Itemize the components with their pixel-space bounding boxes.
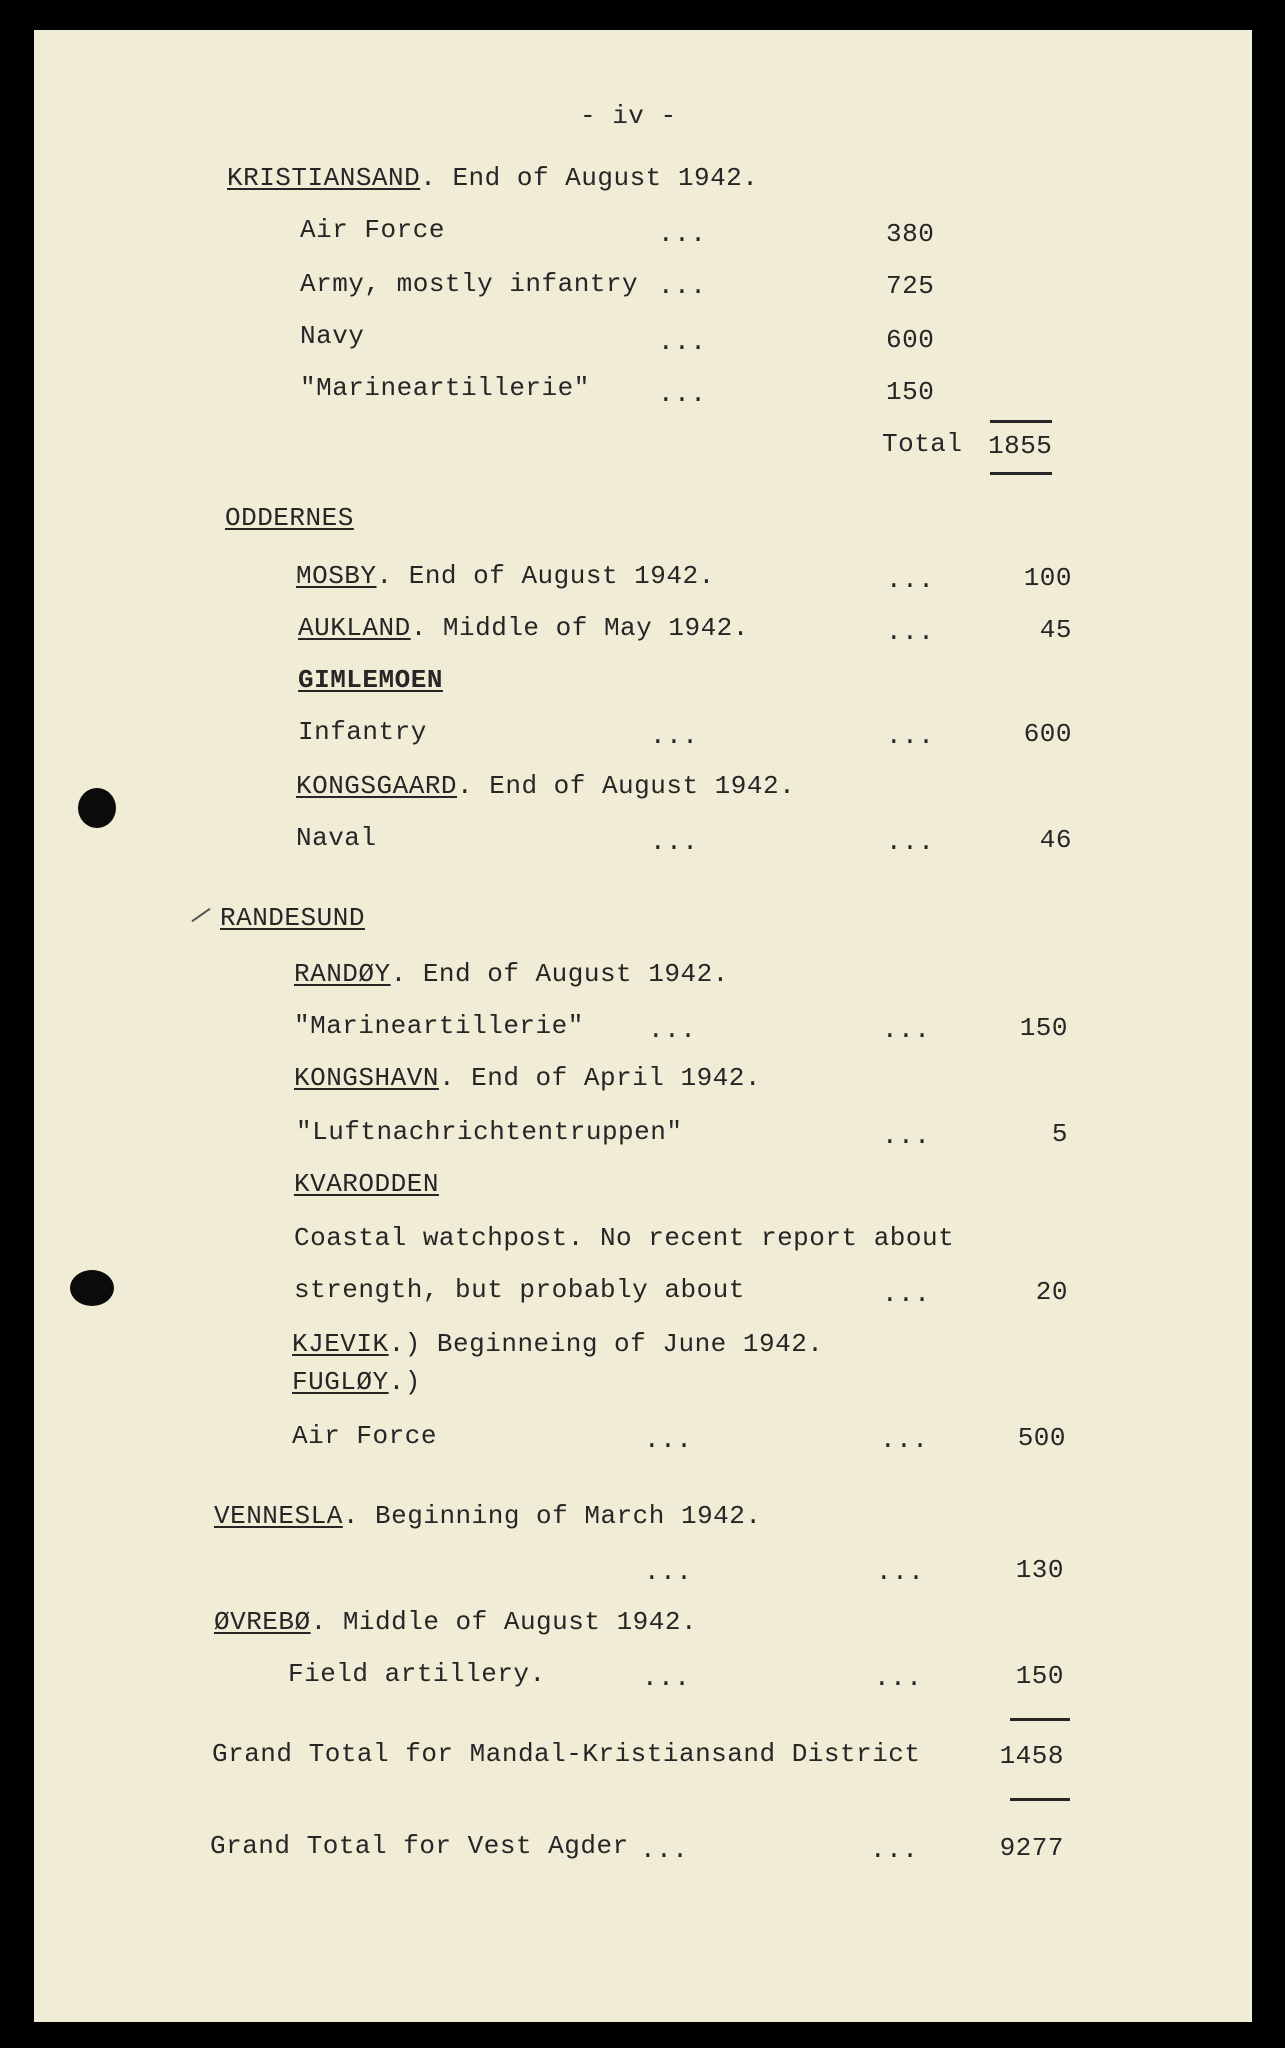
gimlemoen-value: 600 — [1023, 719, 1072, 749]
kristiansand-row-dots: ... — [658, 219, 707, 249]
kongshavn-heading — [294, 1062, 761, 1094]
kvarodden-value: 20 — [1035, 1277, 1068, 1307]
randoy-date: . End of August 1942. — [390, 959, 729, 989]
kjevik-dots: ... — [644, 1425, 693, 1455]
aukland-date: . Middle of May 1942. — [410, 613, 749, 643]
document-page — [34, 30, 1252, 2022]
mosby-place: MOSBY — [296, 561, 377, 591]
randoy-heading — [294, 958, 729, 990]
oddernes-heading: ODDERNES — [225, 503, 354, 533]
gimlemoen-label: Infantry — [298, 717, 427, 747]
kjevik-date: .) Beginneing of June 1942. — [388, 1329, 824, 1359]
grand-total-vest-agder-label: Grand Total for Vest Agder — [210, 1831, 629, 1861]
vennesla-dots: ... — [876, 1557, 925, 1587]
grand-total-rule-bottom — [1010, 1798, 1070, 1801]
gimlemoen-place: GIMLEMOEN — [298, 665, 443, 695]
randoy-value: 150 — [1019, 1013, 1068, 1043]
ovrebo-dots: ... — [642, 1663, 691, 1693]
kongshavn-value: 5 — [1051, 1119, 1068, 1149]
kristiansand-row-dots: ... — [658, 327, 707, 357]
kristiansand-place: KRISTIANSAND — [227, 163, 421, 193]
aukland-heading — [298, 612, 749, 644]
kristiansand-row-label: Air Force — [300, 215, 445, 245]
kongshavn-place: KONGSHAVN — [294, 1063, 439, 1093]
vennesla-date: . Beginning of March 1942. — [342, 1501, 762, 1531]
kristiansand-row-value: 380 — [886, 219, 935, 249]
grand-total-vest-agder-dots: ... — [870, 1835, 919, 1865]
kvarodden-line1: Coastal watchpost. No recent report about — [294, 1223, 955, 1253]
kristiansand-total-value: 1855 — [988, 431, 1053, 461]
ovrebo-date: . Middle of August 1942. — [310, 1607, 698, 1637]
kristiansand-date: . End of August 1942. — [420, 163, 759, 193]
grand-total-district-value: 1458 — [999, 1741, 1064, 1771]
randoy-place: RANDØY — [294, 959, 391, 989]
kristiansand-row-dots: ... — [658, 271, 707, 301]
grand-total-vest-agder-value: 9277 — [999, 1833, 1064, 1863]
kongshavn-dots: ... — [882, 1121, 931, 1151]
ovrebo-heading — [214, 1606, 697, 1638]
grand-total-district-label: Grand Total for Mandal-Kristiansand District — [212, 1739, 921, 1769]
kongsgaard-date: . End of August 1942. — [457, 771, 796, 801]
page-number: - iv - — [580, 101, 677, 131]
kristiansand-row-dots: ... — [658, 379, 707, 409]
ovrebo-dots: ... — [874, 1663, 923, 1693]
vennesla-value: 130 — [1015, 1555, 1064, 1585]
kristiansand-row-value: 150 — [886, 377, 935, 407]
total-rule-top — [990, 420, 1052, 423]
kjevik-dots: ... — [880, 1425, 929, 1455]
kristiansand-total-label: Total — [882, 429, 963, 459]
kristiansand-row-label: Navy — [300, 321, 365, 351]
ovrebo-place: ØVREBØ — [214, 1607, 311, 1637]
randoy-label: "Marineartillerie" — [294, 1011, 584, 1041]
randoy-dots: ... — [882, 1015, 931, 1045]
kvarodden-dots: ... — [882, 1279, 931, 1309]
mosby-heading — [296, 560, 715, 592]
grand-total-vest-agder-dots: ... — [640, 1835, 689, 1865]
fugloy-place: FUGLØY — [292, 1367, 389, 1397]
kjevik-place: KJEVIK — [292, 1329, 389, 1359]
punch-hole — [78, 788, 116, 828]
vennesla-place: VENNESLA — [214, 1501, 343, 1531]
mosby-value: 100 — [1023, 563, 1072, 593]
randesund-heading: RANDESUND — [220, 903, 365, 933]
kongshavn-label: "Luftnachrichtentruppen" — [296, 1117, 683, 1147]
kongsgaard-place: KONGSGAARD — [296, 771, 458, 801]
kongsgaard-dots: ... — [886, 827, 935, 857]
aukland-dots: ... — [886, 617, 935, 647]
aukland-place: AUKLAND — [298, 613, 411, 643]
ovrebo-label: Field artillery. — [288, 1659, 546, 1689]
vennesla-heading — [214, 1500, 762, 1532]
kvarodden-place: KVARODDEN — [294, 1169, 439, 1199]
kongsgaard-dots: ... — [650, 827, 699, 857]
aukland-value: 45 — [1039, 615, 1072, 645]
kongsgaard-label: Naval — [296, 823, 377, 853]
fugloy-heading — [292, 1366, 421, 1398]
kjevik-heading — [292, 1328, 823, 1360]
mosby-dots: ... — [886, 565, 935, 595]
grand-total-rule-top — [1010, 1718, 1070, 1721]
randoy-dots: ... — [648, 1015, 697, 1045]
pencil-tick-mark — [191, 908, 210, 922]
kristiansand-row-label: Army, mostly infantry — [300, 269, 639, 299]
kristiansand-row-value: 725 — [886, 271, 935, 301]
kjevik-value: 500 — [1017, 1423, 1066, 1453]
kristiansand-row-value: 600 — [886, 325, 935, 355]
ovrebo-value: 150 — [1015, 1661, 1064, 1691]
vennesla-dots: ... — [644, 1557, 693, 1587]
fugloy-bracket: .) — [388, 1367, 421, 1397]
kvarodden-line2: strength, but probably about — [294, 1275, 745, 1305]
gimlemoen-dots: ... — [650, 721, 699, 751]
kristiansand-row-label: "Marineartillerie" — [300, 373, 590, 403]
kongsgaard-heading — [296, 770, 795, 802]
mosby-date: . End of August 1942. — [376, 561, 715, 591]
total-rule-bottom — [990, 472, 1052, 475]
gimlemoen-dots: ... — [886, 721, 935, 751]
kristiansand-heading — [227, 162, 758, 194]
kjevik-label: Air Force — [292, 1421, 437, 1451]
kongshavn-date: . End of April 1942. — [438, 1063, 761, 1093]
kongsgaard-value: 46 — [1039, 825, 1072, 855]
punch-hole — [70, 1270, 114, 1306]
